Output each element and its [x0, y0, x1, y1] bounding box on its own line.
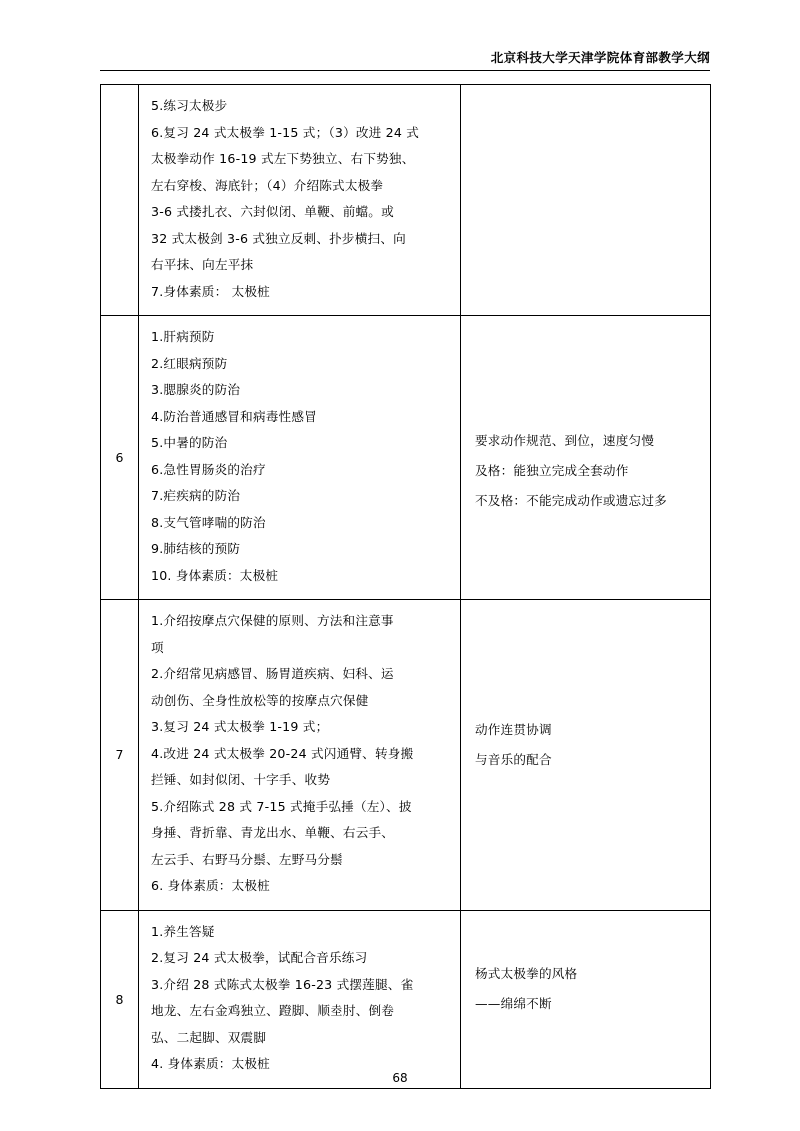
content-line: 2.红眼病预防 [151, 355, 228, 371]
content-line: 8.支气管哮喘的防治 [151, 514, 266, 530]
table-row [101, 85, 711, 316]
page-header: 北京科技大学天津学院体育部教学大纲 [490, 50, 710, 65]
requirement-line: 杨式太极拳的风格 [475, 965, 578, 981]
content-line: 拦锤、如封似闭、十字手、收势 [151, 772, 331, 787]
content-line: 4.防治普通感冒和病毒性感冒 [151, 408, 317, 424]
row-number-cell: 6 [101, 316, 139, 600]
requirement-line: 要求动作规范、到位，速度匀慢 [475, 433, 655, 448]
content-line: 7.疟疾病的防治 [151, 488, 241, 503]
row-number-cell: 8 [101, 910, 139, 1088]
content-line: 太极拳动作 16-19 式左下势独立、右下势独、 [151, 151, 415, 166]
row-requirement-cell [461, 600, 711, 911]
content-line: 3.复习 24 式太极拳 1-19 式； [151, 719, 329, 734]
row-number-cell: 7 [101, 600, 139, 911]
content-line: 身捶、背折靠、青龙出水、单鞭、右云手、 [151, 825, 395, 840]
requirement-line: 与音乐的配合 [475, 752, 552, 767]
content-line: 3.介绍 28 式陈式太极拳 16-23 式摆莲腿、雀 [151, 976, 414, 992]
content-line: 5.练习太极步 [151, 98, 228, 113]
row-requirement-cell [461, 85, 711, 316]
content-line: 5.介绍陈式 28 式 7-15 式掩手弘捶（左）、披 [151, 798, 412, 814]
content-line: 左云手、右野马分鬃、左野马分鬃 [151, 851, 343, 867]
content-line: 地龙、左右金鸡独立、蹬脚、顺坴肘、倒卷 [151, 1003, 395, 1018]
table-row [101, 600, 711, 911]
content-line: 3-6 式搂扎衣、六封似闭、单鞭、前蟷。或 [151, 204, 394, 219]
row-content-cell [139, 600, 461, 911]
requirement-line: ——绵绵不断 [475, 995, 552, 1011]
content-line: 6.急性胃肠炎的治疗 [151, 461, 266, 477]
row-content-cell [139, 316, 461, 600]
content-line: 6. 身体素质：太极桩 [151, 878, 270, 893]
content-line: 3.腮腺炎的防治 [151, 382, 241, 397]
content-line: 32 式太极剑 3-6 式独立反刺、扑步横扫、向 [151, 230, 406, 246]
content-line: 5.中暑的防治 [151, 435, 228, 450]
requirement-line: 及格：能独立完成全套动作 [475, 463, 629, 478]
row-content-cell [139, 85, 461, 316]
content-line: 项 [151, 639, 164, 655]
row-content-cell [139, 910, 461, 1088]
content-line: 1.肝病预防 [151, 329, 215, 344]
syllabus-table [100, 84, 711, 1089]
table-row [101, 910, 711, 1088]
table-row [101, 316, 711, 600]
content-line: 10. 身体素质：太极桩 [151, 567, 279, 583]
header-divider [100, 70, 710, 71]
row-number-cell [101, 85, 139, 316]
requirement-line: 不及格：不能完成动作或遗忘过多 [475, 493, 667, 508]
content-line: 1.介绍按摩点穴保健的原则、方法和注意事 [151, 613, 394, 628]
content-line: 9.肺结核的预防 [151, 541, 241, 556]
content-line: 左右穿梭、海底针；（4）介绍陈式太极拳 [151, 177, 384, 193]
content-line: 7.身体素质： 太极桩 [151, 283, 270, 299]
content-line: 4.改进 24 式太极拳 20-24 式闪通臂、转身搬 [151, 745, 414, 761]
content-line: 弘、二起脚、双震脚 [151, 1029, 267, 1045]
content-line: 6.复习 24 式太极拳 1-15 式；（3）改进 24 式 [151, 124, 420, 140]
content-line: 4. 身体素质：太极桩 [151, 1056, 270, 1071]
content-line: 动创伤、全身性放松等的按摩点穴保健 [151, 692, 369, 708]
content-line: 右平抹、向左平抹 [151, 257, 254, 272]
content-line: 2.复习 24 式太极拳，试配合音乐练习 [151, 950, 368, 965]
requirement-line: 动作连贯协调 [475, 722, 552, 737]
content-line: 2.介绍常见病感冒、肠胃道疾病、妇科、运 [151, 666, 394, 681]
row-requirement-cell [461, 910, 711, 1088]
content-line: 1.养生答疑 [151, 923, 215, 939]
page-number: 68 [392, 1071, 408, 1085]
row-requirement-cell [461, 316, 711, 600]
